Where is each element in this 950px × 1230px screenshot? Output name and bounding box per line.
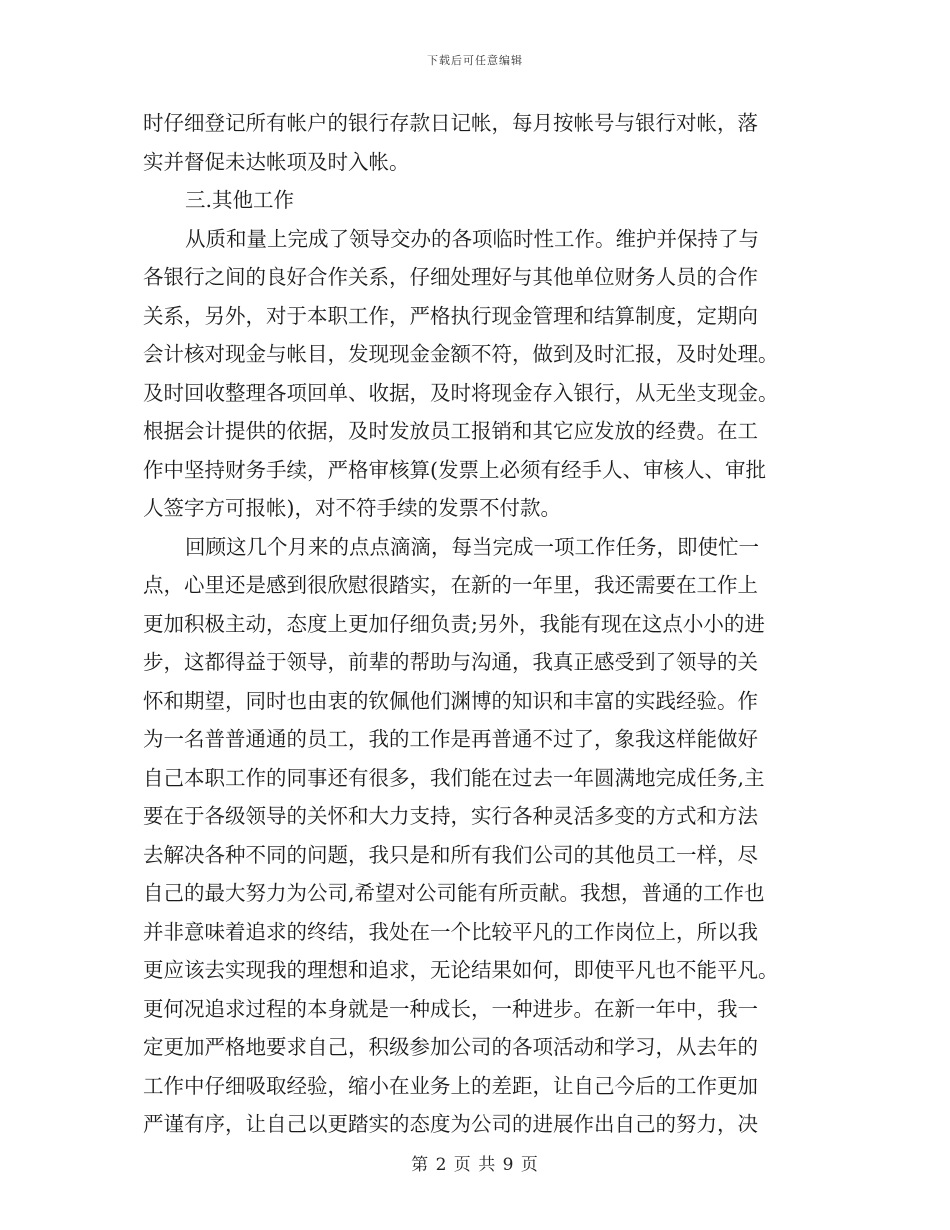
body-line: 点，心里还是感到很欣慰很踏实，在新的一年里，我还需要在工作上 — [143, 573, 758, 597]
body-line: 及时回收整理各项回单、收据，及时将现金存入银行，从无坐支现金。 — [143, 380, 779, 405]
body-line: 实并督促未达帐项及时入帐。 — [143, 149, 410, 174]
page-header: 下载后可任意编辑 — [427, 54, 523, 67]
body-line: 自己本职工作的同事还有很多，我们能在过去一年圆满地完成任务,主 — [143, 765, 765, 790]
body-line: 各银行之间的良好合作关系，仔细处理好与其他单位财务人员的合作 — [143, 265, 758, 289]
body-line: 时仔细登记所有帐户的银行存款日记帐，每月按帐号与银行对帐，落 — [143, 111, 758, 135]
body-line: 更何况追求过程的本身就是一种成长，一种进步。在新一年中，我一 — [143, 996, 758, 1021]
body-line: 去解决各种不同的问题，我只是和所有我们公司的其他员工一样，尽 — [143, 842, 758, 867]
body-line: 关系，另外，对于本职工作，严格执行现金管理和结算制度，定期向 — [143, 303, 758, 328]
body-line: 更应该去实现我的理想和追求，无论结果如何，即使平凡也不能平凡。 — [143, 958, 779, 982]
body-line: 人签字方可报帐)，对不符手续的发票不付款。 — [143, 496, 561, 520]
body-line: 要在于各级领导的关怀和大力支持，实行各种灵活多变的方式和方法 — [143, 804, 758, 828]
body-line: 步，这都得益于领导，前辈的帮助与沟通，我真正感受到了领导的关 — [143, 650, 758, 674]
body-line: 根据会计提供的依据，及时发放员工报销和其它应发放的经费。在工 — [143, 419, 758, 443]
body-line: 严谨有序，让自己以更踏实的态度为公司的进展作出自己的努力，决 — [143, 1112, 758, 1136]
page-number-footer: 第 2 页 共 9 页 — [411, 1155, 539, 1175]
body-line: 自己的最大努力为公司,希望对公司能有所贡献。我想，普通的工作也 — [143, 881, 765, 905]
body-line: 工作中仔细吸取经验，缩小在业务上的差距，让自己今后的工作更加 — [143, 1073, 758, 1098]
body-line: 怀和期望，同时也由衷的钦佩他们渊博的知识和丰富的实践经验。作 — [143, 688, 758, 713]
body-line: 并非意味着追求的终结，我处在一个比较平凡的工作岗位上，所以我 — [143, 919, 758, 944]
body-line: 更加积极主动，态度上更加仔细负责;另外，我能有现在这点小小的进 — [143, 611, 765, 636]
body-line: 定更加严格地要求自己，积级参加公司的各项活动和学习，从去年的 — [143, 1035, 758, 1059]
body-line: 为一名普普通通的员工，我的工作是再普通不过了，象我这样能做好 — [143, 727, 758, 751]
body-line: 从质和量上完成了领导交办的各项临时性工作。维护并保持了与 — [185, 226, 759, 251]
section-heading: 三.其他工作 — [185, 188, 295, 212]
body-line: 作中坚持财务手续，严格审核算(发票上必须有经手人、审核人、审批 — [143, 457, 766, 482]
body-line: 会计核对现金与帐目，发现现金金额不符，做到及时汇报，及时处理。 — [143, 342, 779, 366]
document-body — [143, 104, 801, 1144]
body-line: 回顾这几个月来的点点滴滴，每当完成一项工作任务，即使忙一 — [185, 534, 759, 559]
